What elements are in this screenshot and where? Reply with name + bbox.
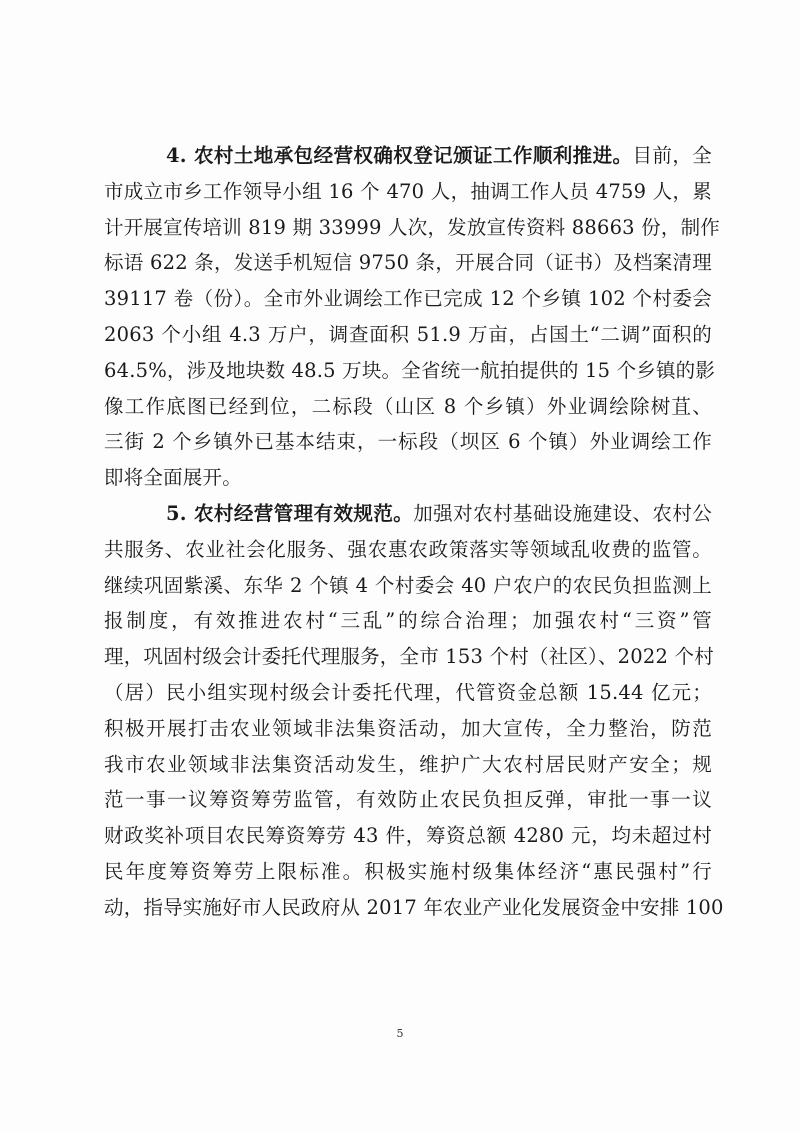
paragraph-4-line: 三街 2 个乡镇外已基本结束，一标段（坝区 6 个镇）外业调绘工作 <box>104 430 712 454</box>
paragraph-5-line: （居）民小组实现村级会计委托代理，代管资金总额 15.44 亿元； <box>104 680 712 704</box>
paragraph-4-heading: 4. 农村土地承包经营权确权登记颁证工作顺利推进。 <box>166 144 633 167</box>
page-number: 5 <box>396 1027 404 1040</box>
paragraph-5-first-line <box>104 496 712 532</box>
paragraph-5-line: 民年度筹资筹劳上限标准。积极实施村级集体经济“惠民强村”行 <box>104 859 712 883</box>
paragraph-5-line: 继续巩固紫溪、东华 2 个镇 4 个村委会 40 户农户的农民负担监测上 <box>104 573 712 597</box>
paragraph-4-first-line <box>104 138 712 174</box>
paragraph-4-last-line: 即将全面展开。 <box>104 466 242 490</box>
paragraph-4-line: 标语 622 条，发送手机短信 9750 条，开展合同（证书）及档案清理 <box>104 251 712 275</box>
paragraph-5-first-line-text: 加强对农村基础设施建设、农村公 <box>413 501 712 525</box>
paragraph-4-first-line-text: 目前，全 <box>632 144 712 167</box>
paragraph-5-line: 报制度，有效推进农村“三乱”的综合治理；加强农村“三资”管 <box>104 609 712 633</box>
paragraph-5-line: 范一事一议筹资筹劳监管，有效防止农民负担反弹，审批一事一议 <box>104 788 712 812</box>
paragraph-4-line: 市成立市乡工作领导小组 16 个 470 人，抽调工作人员 4759 人，累 <box>104 179 712 203</box>
paragraph-5-line: 我市农业领域非法集资活动发生，维护广大农村居民财产安全；规 <box>104 752 712 776</box>
paragraph-5-line: 积极开展打击农业领域非法集资活动，加大宣传，全力整治，防范 <box>104 716 712 740</box>
paragraph-5-line: 动，指导实施好市人民政府从 2017 年农业产业化发展资金中安排 100 <box>104 895 724 919</box>
paragraph-5-line: 理，巩固村级会计委托代理服务，全市 153 个村（社区）、2022 个村 <box>104 645 714 669</box>
paragraph-4-line: 64.5%，涉及地块数 48.5 万块。全省统一航拍提供的 15 个乡镇的影 <box>104 358 716 382</box>
paragraph-4-line: 39117 卷（份）。全市外业调绘工作已完成 12 个乡镇 102 个村委会 <box>104 287 712 311</box>
paragraph-5-line: 财政奖补项目农民筹资筹劳 43 件，筹资总额 4280 元，均未超过村 <box>104 824 712 848</box>
paragraph-4-line: 2063 个小组 4.3 万户，调查面积 51.9 万亩，占国土“二调”面积的 <box>104 322 712 346</box>
document-body <box>104 138 724 926</box>
paragraph-5-heading: 5. 农村经营管理有效规范。 <box>166 501 414 525</box>
paragraph-4-line: 像工作底图已经到位，二标段（山区 8 个乡镇）外业调绘除树苴、 <box>104 394 712 418</box>
paragraph-4-line: 计开展宣传培训 819 期 33999 人次，发放宣传资料 88663 份，制作 <box>104 215 720 239</box>
paragraph-5-line: 共服务、农业社会化服务、强农惠农政策落实等领域乱收费的监管。 <box>104 537 712 561</box>
